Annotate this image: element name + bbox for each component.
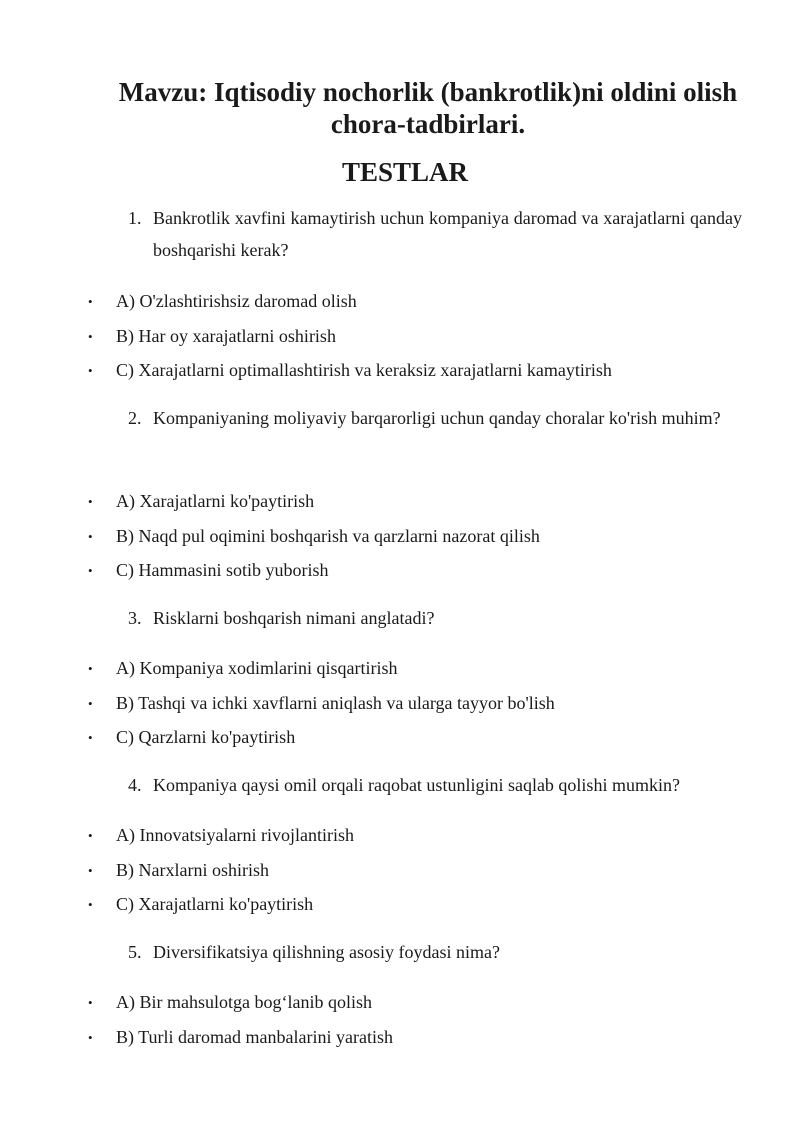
option-text: B) Har oy xarajatlarni oshirish [116,325,336,346]
question-4 [128,769,742,801]
answer-options-4 [88,819,768,923]
question-text: Risklarni boshqarish nimani anglatadi? [153,608,435,628]
answer-option [88,721,768,756]
answer-options-2 [88,485,768,589]
answer-option [88,986,768,1021]
option-text: A) Innovatsiyalarni rivojlantirish [116,825,354,845]
answer-option [88,320,768,355]
question-number: 4. [128,775,142,795]
option-text: B) Naqd pul oqimini boshqarish va qarzlarni nazorat qilish [116,525,540,546]
answer-option [88,652,768,687]
bullet-icon: • [88,363,93,378]
answer-option [88,888,768,923]
option-text: A) O'zlashtirishsiz daromad olish [116,291,357,311]
bullet-icon: • [88,563,93,578]
bullet-icon: • [88,1029,93,1045]
option-text: B) Tashqi va ichki xavflarni aniqlash va ularga tayyor bo'lish [116,692,555,713]
option-text: C) Xarajatlarni ko'paytirish [116,894,314,914]
option-text: B) Turli daromad manbalarini yaratish [116,1026,393,1047]
answer-options-1 [88,285,768,389]
option-text: A) Xarajatlarni ko'paytirish [116,491,315,511]
answer-option [88,554,768,589]
question-number: 2. [128,408,142,428]
question-text: Bankrotlik xavfini kamaytirish uchun kompaniya daromad va xarajatlarni qanday boshqarishi kerak? [153,208,742,260]
option-text: C) Xarajatlarni optimallashtirish va keraksiz xarajatlarni kamaytirish [116,360,612,380]
question-text: Diversifikatsiya qilishning asosiy foydasi nima? [153,942,500,962]
answer-option [88,520,768,555]
bullet-icon: • [88,661,93,676]
answer-option [88,285,768,320]
bullet-icon: • [88,528,93,544]
section-heading: TESTLAR [341,157,469,187]
question-number: 5. [128,942,142,962]
bullet-icon: • [88,897,93,912]
bullet-icon: • [88,494,93,509]
option-text: A) Kompaniya xodimlarini qisqartirish [116,658,398,678]
answer-option [88,1021,768,1056]
option-text: A) Bir mahsulotga bog‘lanib qolish [116,992,372,1012]
option-text: B) Narxlarni oshirish [116,859,269,880]
document-title: Mavzu: Iqtisodiy nochorlik (bankrotlik)ni oldini olish chora-tadbirlari. [118,77,738,139]
question-number: 1. [128,208,142,228]
answer-options-3 [88,652,768,756]
question-number: 3. [128,608,142,628]
question-text: Kompaniyaning moliyaviy barqarorligi uchun qanday choralar ko'rish muhim? [153,408,721,428]
question-2 [128,402,742,434]
answer-option [88,354,768,389]
bullet-icon: • [88,862,93,878]
answer-option [88,687,768,722]
answer-option [88,485,768,520]
answer-option [88,854,768,889]
question-3 [128,602,742,634]
option-text: C) Qarzlarni ko'paytirish [116,727,296,747]
question-1 [128,202,742,266]
answer-options-5 [88,986,768,1055]
option-text: C) Hammasini sotib yuborish [116,560,329,580]
question-text: Kompaniya qaysi omil orqali raqobat ustunligini saqlab qolishi mumkin? [153,775,680,795]
bullet-icon: • [88,294,93,309]
bullet-icon: • [88,995,93,1010]
answer-option [88,819,768,854]
bullet-icon: • [88,730,93,745]
bullet-icon: • [88,695,93,711]
bullet-icon: • [88,328,93,344]
bullet-icon: • [88,828,93,843]
question-5 [128,936,742,968]
